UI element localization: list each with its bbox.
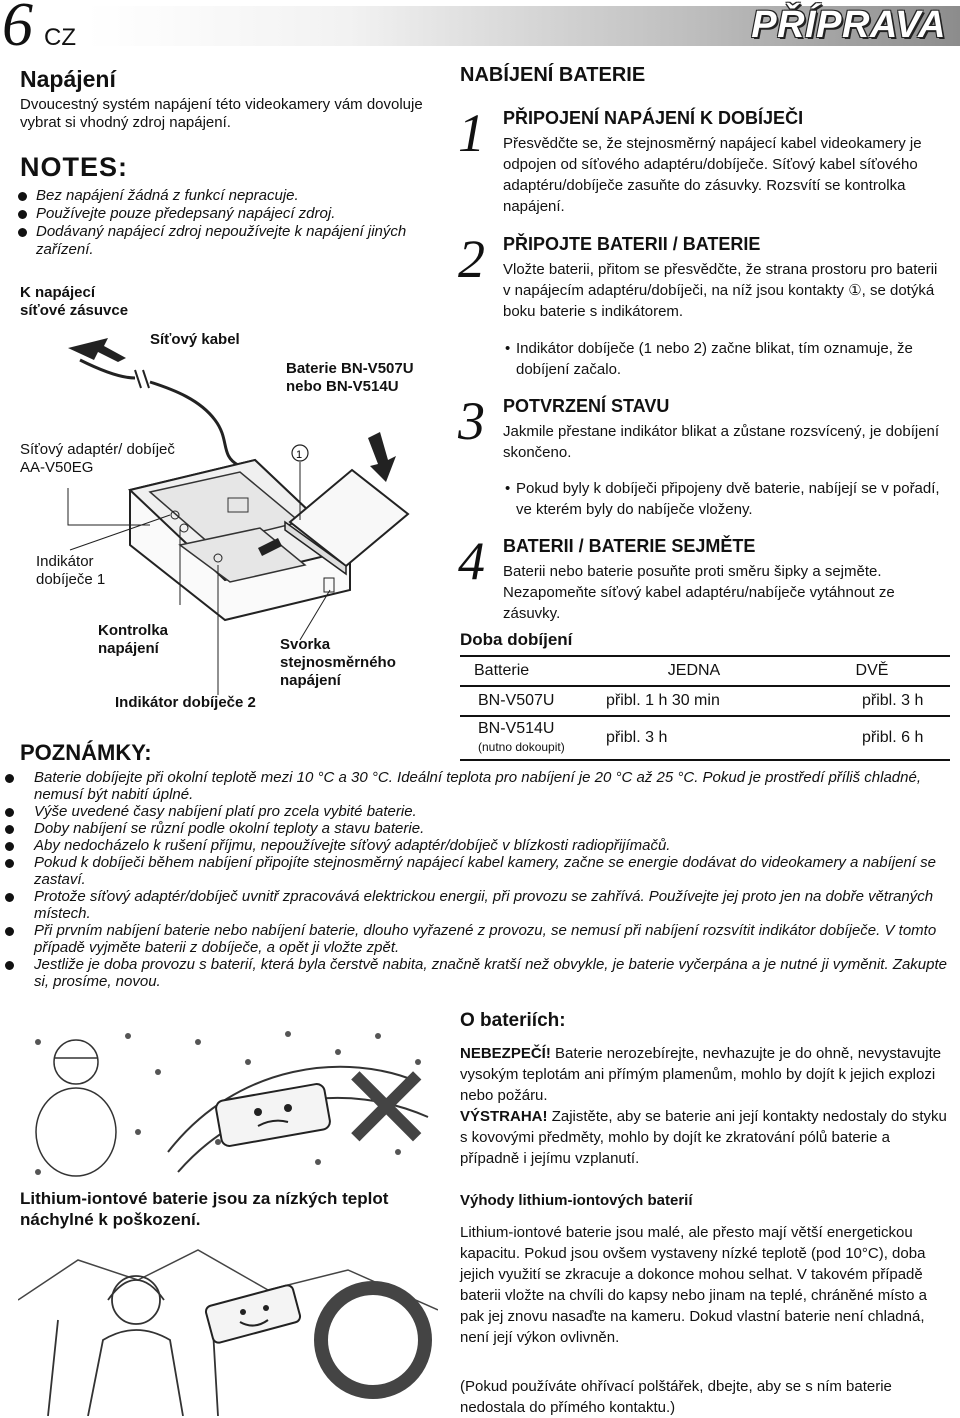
- table-header-cell: Batterie: [474, 662, 530, 679]
- step-1-number: 1: [458, 103, 485, 163]
- table-cell-battery-note: (nutno dokoupit): [478, 740, 565, 754]
- poznamky-list: [34, 769, 954, 990]
- note-item: [36, 205, 446, 223]
- cable-segment-1: [80, 360, 135, 378]
- step-2-number: 2: [458, 229, 485, 289]
- page-title: PŘÍPRAVA: [751, 4, 946, 46]
- charging-title: NABÍJENÍ BATERIE: [460, 64, 646, 86]
- danger-text: Baterie nerozebírejte, nevhazujte je do ohně, nevystavujte vysokým teplotám ani přímým plamenům, mohlo by dojít k jejich explozi nebo požáru.: [460, 1045, 942, 1104]
- note-text: Bez napájení žádná z funkcí nepracuje.: [36, 187, 299, 204]
- table-cell-one: přibl. 3 h: [606, 729, 668, 746]
- poznamka-item: [34, 922, 954, 956]
- table-cell-two: přibl. 3 h: [862, 692, 924, 709]
- warning-label: VÝSTRAHA!: [460, 1108, 548, 1125]
- step-1-text: Přesvědčte se, že stejnosměrný napájecí kabel videokamery je odpojen od síťového adaptéru/dobíječe. Síťový kabel síťového adaptéru/dobíječe zasuňte do zásuvky. Rozsvítí se kontrolka napájení.: [503, 135, 922, 215]
- note-text: Dodávaný napájecí zdroj nepoužívejte k napájení jiných zařízení.: [36, 223, 407, 258]
- language-code: CZ: [44, 24, 76, 51]
- warm-illustration: [18, 1240, 438, 1416]
- table-cell-two: přibl. 6 h: [862, 729, 924, 746]
- table-cell-battery: BN-V507U: [478, 692, 555, 709]
- warning-paragraph: [460, 1106, 950, 1169]
- poznamka-item: [34, 854, 954, 888]
- step-3-bullet-text: Pokud byly k dobíječi připojeny dvě baterie, nabíjejí se v pořadí, ve kterém byly do nabíječe vloženy.: [516, 480, 940, 518]
- label-indicator1: Indikátor dobíječe 1: [36, 553, 106, 588]
- step-2-bullet-text: Indikátor dobíječe (1 nebo 2) začne blikat, tím oznamuje, že dobíjení začalo.: [516, 340, 913, 378]
- label-adapter: Síťový adaptér/ dobíječ AA-V50EG: [20, 441, 175, 476]
- snowman-body: [36, 1088, 116, 1176]
- poznamka-item: [34, 837, 954, 854]
- table-cell-one: přibl. 1 h 30 min: [606, 692, 720, 709]
- step-2-head: PŘIPOJTE BATERII / BATERIE: [503, 234, 761, 254]
- table-cell-battery: [460, 716, 594, 760]
- correct-o-icon: [321, 1288, 425, 1392]
- outlet-arrow-icon: [68, 338, 126, 362]
- step-4-number: 4: [458, 531, 485, 591]
- poznamka-item: [34, 769, 954, 803]
- step-2-text: Vložte baterii, přitom se přesvědčte, že strana prostoru pro baterii v napájecím adaptéru/dobíječi, na níž jsou kontakty ①, se dotýká boku baterie s indikátorem.: [503, 261, 938, 320]
- illustration-caption: Lithium-iontové baterie jsou za nízkých teplot náchylné k poškození.: [20, 1189, 389, 1229]
- poznamka-text: Protože síťový adaptér/dobíječ uvnitř zpracovává elektrickou energii, při provozu se zahřívá. Používejte jej proto jen na dobře větraných místech.: [34, 888, 934, 922]
- label-dc-terminal: Svorka stejnosměrného napájení: [280, 636, 396, 689]
- table-header-cell: JEDNA: [667, 662, 721, 679]
- step-4-text: Baterii nebo baterie posuňte proti směru šipky a sejměte. Nezapomeňte síťový kabel adaptéru/nabíječe vytáhnout ze zásuvky.: [503, 563, 895, 622]
- poznamka-text: Při prvním nabíjení baterie nebo nabíjení baterie, dlouho vyřazené z provozu, se nemusí při nabíjení rozsvítit indikátor dobíječe. V tomto případě vyjměte baterii z dobíječe, a opět ji vložte zpět.: [34, 922, 937, 956]
- battery-warm-icon: [205, 1284, 302, 1344]
- poznamky-title: POZNÁMKY:: [20, 740, 152, 765]
- step-3-head: POTVRZENÍ STAVU: [503, 396, 670, 416]
- skier-figure: [48, 1276, 218, 1416]
- li-ion-note: (Pokud používáte ohřívací polštářek, dbejte, aby se s ním baterie nedostala do přímého kontaktu.): [460, 1378, 892, 1416]
- step-1-head: PŘIPOJENÍ NAPÁJENÍ K DOBÍJEČI: [503, 108, 804, 128]
- poznamka-text: Baterie dobíjejte při okolní teplotě mezi 10 °C a 30 °C. Ideální teplota pro nabíjení je 20 °C až 25 °C. Pokud je prostředí příliš chladné, nemusí být nabití úplné.: [34, 769, 921, 803]
- step-3-text: Jakmile přestane indikátor blikat a zůstane rozsvícený, je dobíjení skončeno.: [503, 423, 940, 461]
- batteries-title: O bateriích:: [460, 1010, 566, 1031]
- step-3-bullet: • Pokud byly k dobíječi připojeny dvě baterie, nabíjejí se v pořadí, ve kterém byly do nabíječe vloženy.: [505, 480, 940, 518]
- poznamka-text: Aby nedocházelo k rušení příjmu, nepoužívejte síťový adaptér/dobíječ v blízkosti radiopřijímačů.: [34, 837, 671, 854]
- wrong-x-icon: ✕: [336, 1040, 437, 1179]
- poznamka-item: [34, 888, 954, 922]
- poznamka-text: Jestliže je doba provozu s baterií, která byla čerstvě nabita, značně kratší než obvykle, je baterie vyčerpána a je nutné ji vyměnit. Zakupte si, prosíme, novou.: [34, 956, 947, 990]
- table-row: [460, 686, 950, 716]
- poznamka-item: [34, 820, 954, 837]
- note-item: [36, 187, 446, 205]
- cable-break-mark: [135, 370, 149, 388]
- poznamka-item: [34, 803, 954, 820]
- step-4-head: BATERII / BATERIE SEJMĚTE: [503, 536, 756, 556]
- table-header-row: [460, 656, 950, 686]
- table-header-cell: DVĚ: [855, 662, 889, 679]
- danger-label: NEBEZPEČÍ!: [460, 1045, 551, 1062]
- poznamka-text: Výše uvedené časy nabíjení platí pro zcela vybité baterie.: [34, 803, 417, 820]
- snowman-head: [54, 1040, 98, 1084]
- step-2-bullet: • Indikátor dobíječe (1 nebo 2) začne blikat, tím oznamuje, že dobíjení začalo.: [505, 340, 913, 378]
- label-battery: Baterie BN-V507U nebo BN-V514U: [286, 360, 414, 395]
- label-cable: Síťový kabel: [150, 331, 240, 348]
- poznamka-text: Pokud k dobíječi během nabíjení připojíte stejnosměrný napájecí kabel kamery, začne se energie dodávat do videokamery a nabíjení se zastaví.: [34, 854, 936, 888]
- table-cell-battery-name: BN-V514U: [478, 720, 555, 737]
- label-outlet: K napájecí síťové zásuvce: [20, 284, 129, 319]
- battery-insert-arrow-icon: [368, 432, 396, 482]
- label-power-lamp: Kontrolka napájení: [98, 622, 169, 657]
- li-ion-title: Výhody lithium-iontových baterií: [460, 1192, 693, 1209]
- charge-time-title: Doba dobíjení: [460, 630, 573, 649]
- danger-paragraph: [460, 1043, 950, 1106]
- label-indicator2: Indikátor dobíječe 2: [115, 694, 256, 711]
- battery-cold-icon: [215, 1083, 331, 1147]
- notes-title: NOTES:: [20, 152, 129, 182]
- note-item: [36, 223, 446, 259]
- intro-text: Dvoucestný systém napájení této videokamery vám dovoluje vybrat si vhodný zdroj napájení.: [20, 96, 423, 131]
- note-text: Používejte pouze předepsaný napájecí zdroj.: [36, 205, 336, 222]
- poznamka-text: Doby nabíjení se různí podle okolní teploty a stavu baterie.: [34, 820, 425, 837]
- poznamka-item: [34, 956, 954, 990]
- warning-text: Zajistěte, aby se baterie ani její kontakty nedostaly do styku s kovovými předměty, mohlo by dojít ke zkratování pólů baterie a případně i jejímu vzplanutí.: [460, 1108, 947, 1167]
- li-ion-text: Lithium-iontové baterie jsou malé, ale přesto mají větší energetickou kapacitu. Pokud jsou ovšem vystaveny nízké teplotě (pod 10°C), doba jejich využití se zkracuje a dokonce mohou selhat. V takovém případě baterii vložte na chvíli do kapsy nebo jinam na teplé, chráněné místo a pak jej znovu nasaďte na kameru. Dokud vlastní baterie není chladná, není její výkon ovlivněn.: [460, 1224, 927, 1346]
- notes-list: [36, 187, 446, 259]
- table-row: [460, 716, 950, 760]
- charge-time-table: [460, 655, 950, 761]
- step-3-number: 3: [458, 391, 485, 451]
- callout-circle-1-text: 1: [296, 449, 303, 461]
- section-title-napajeni: Napájení: [20, 66, 116, 92]
- page-number: 6: [2, 0, 33, 59]
